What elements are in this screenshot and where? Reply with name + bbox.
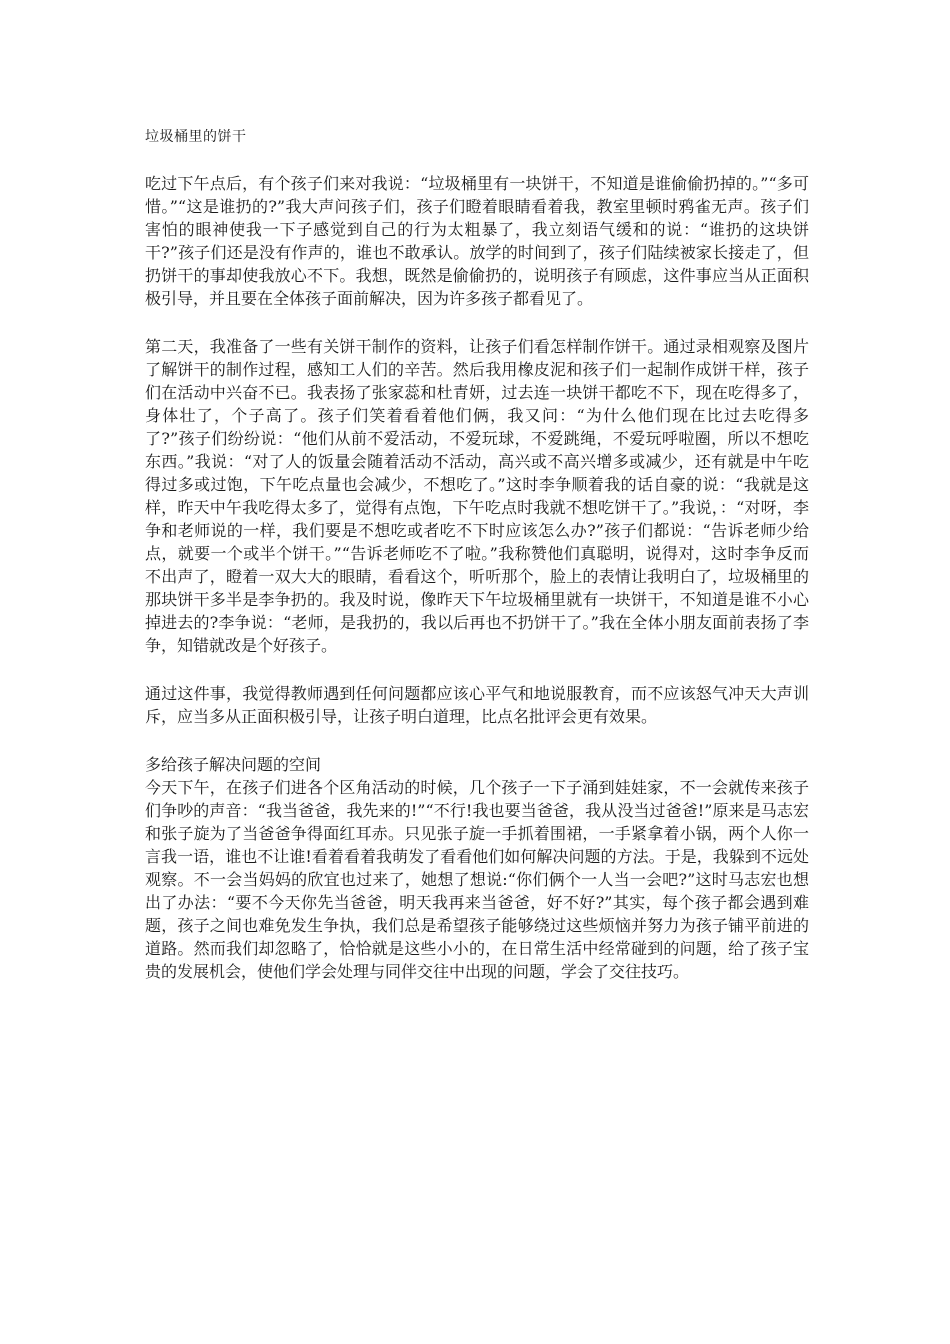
- paragraph-2: 第二天，我准备了一些有关饼干制作的资料，让孩子们看怎样制作饼干。通过录相观察及图片了解饼干的制作过程，感知工人们的辛苦。然后我用橡皮泥和孩子们一起制作成饼干样，孩子们在活动中兴奋不已。我表扬了张家蕊和杜青妍，过去连一块饼干都吃不下，现在吃得多了，身体壮了，个子高了。孩子们笑着看着他们俩，我又问：“为什么他们现在比过去吃得多了?”孩子们纷纷说：“他们从前不爱活动，不爱玩球，不爱跳绳，不爱玩呼啦圈，所以不想吃东西。”我说：“对了人的饭量会随着活动不活动，高兴或不高兴增多或减少，还有就是中午吃得过多或过饱，下午吃点量也会减少，不想吃了。”这时李争顺着我的话自豪的说：“我就是这样，昨天中午我吃得太多了，觉得有点饱，下午吃点时我就不想吃饼干了。”我说，：“对呀，李争和老师说的一样，我们要是不想吃或者吃不下时应该怎么办?”孩子们都说：“告诉老师少给点，就要一个或半个饼干。”“告诉老师吃不了啦。”我称赞他们真聪明，说得对，这时李争反而不出声了，瞪着一双大大的眼睛，看看这个，听听那个，脸上的表情让我明白了，垃圾桶里的那块饼干多半是李争扔的。我及时说，像昨天下午垃圾桶里就有一块饼干，不知道是谁不小心掉进去的?李争说：“老师，是我扔的，我以后再也不扔饼干了。”我在全体小朋友面前表扬了李争，知错就改是个好孩子。: [145, 337, 809, 655]
- document-page: [145, 127, 809, 1008]
- paragraph-3: 通过这件事，我觉得教师遇到任何问题都应该心平气和地说服教育，而不应该怒气冲天大声训斥，应当多从正面积极引导，让孩子明白道理，比点名批评会更有效果。: [145, 684, 809, 726]
- document-title: 垃圾桶里的饼干: [145, 129, 247, 145]
- paragraph-4: 今天下午，在孩子们进各个区角活动的时候，几个孩子一下子涌到娃娃家，不一会就传来孩子们争吵的声音：“我当爸爸，我先来的!”“不行!我也要当爸爸，我从没当过爸爸!”原来是马志宏和张子旋为了当爸爸争得面红耳赤。只见张子旋一手抓着围裙，一手紧拿着小锅，两个人你一言我一语，谁也不让谁!看着看着我萌发了看看他们如何解决问题的方法。于是，我躲到不远处观察。不一会当妈妈的欣宜也过来了，她想了想说:“你们俩个一人当一会吧?”这时马志宏也想出了办法：“要不今天你先当爸爸，明天我再来当爸爸，好不好?”其实，每个孩子都会遇到难题，孩子之间也难免发生争执，我们总是希望孩子能够绕过这些烦恼并努力为孩子铺平前进的道路。然而我们却忽略了，恰恰就是这些小小的，在日常生活中经常碰到的问题，给了孩子宝贵的发展机会，使他们学会处理与同伴交往中出现的问题，学会了交往技巧。: [145, 778, 809, 981]
- section-subtitle: 多给孩子解决问题的空间: [145, 755, 322, 774]
- paragraph-1: 吃过下午点后，有个孩子们来对我说：“垃圾桶里有一块饼干，不知道是谁偷偷扔掉的。”“多可惜。”“这是谁扔的?”我大声问孩子们，孩子们瞪着眼睛看着我，教室里顿时鸦雀无声。孩子们害怕的眼神使我一下子感觉到自己的行为太粗暴了，我立刻语气缓和的说：“谁扔的这块饼干?”孩子们还是没有作声的，谁也不敢承认。放学的时间到了，孩子们陆续被家长接走了，但扔饼干的事却使我放心不下。我想，既然是偷偷扔的，说明孩子有顾虑，这件事应当从正面积极引导，并且要在全体孩子面前解决，因为许多孩子都看见了。: [145, 174, 809, 308]
